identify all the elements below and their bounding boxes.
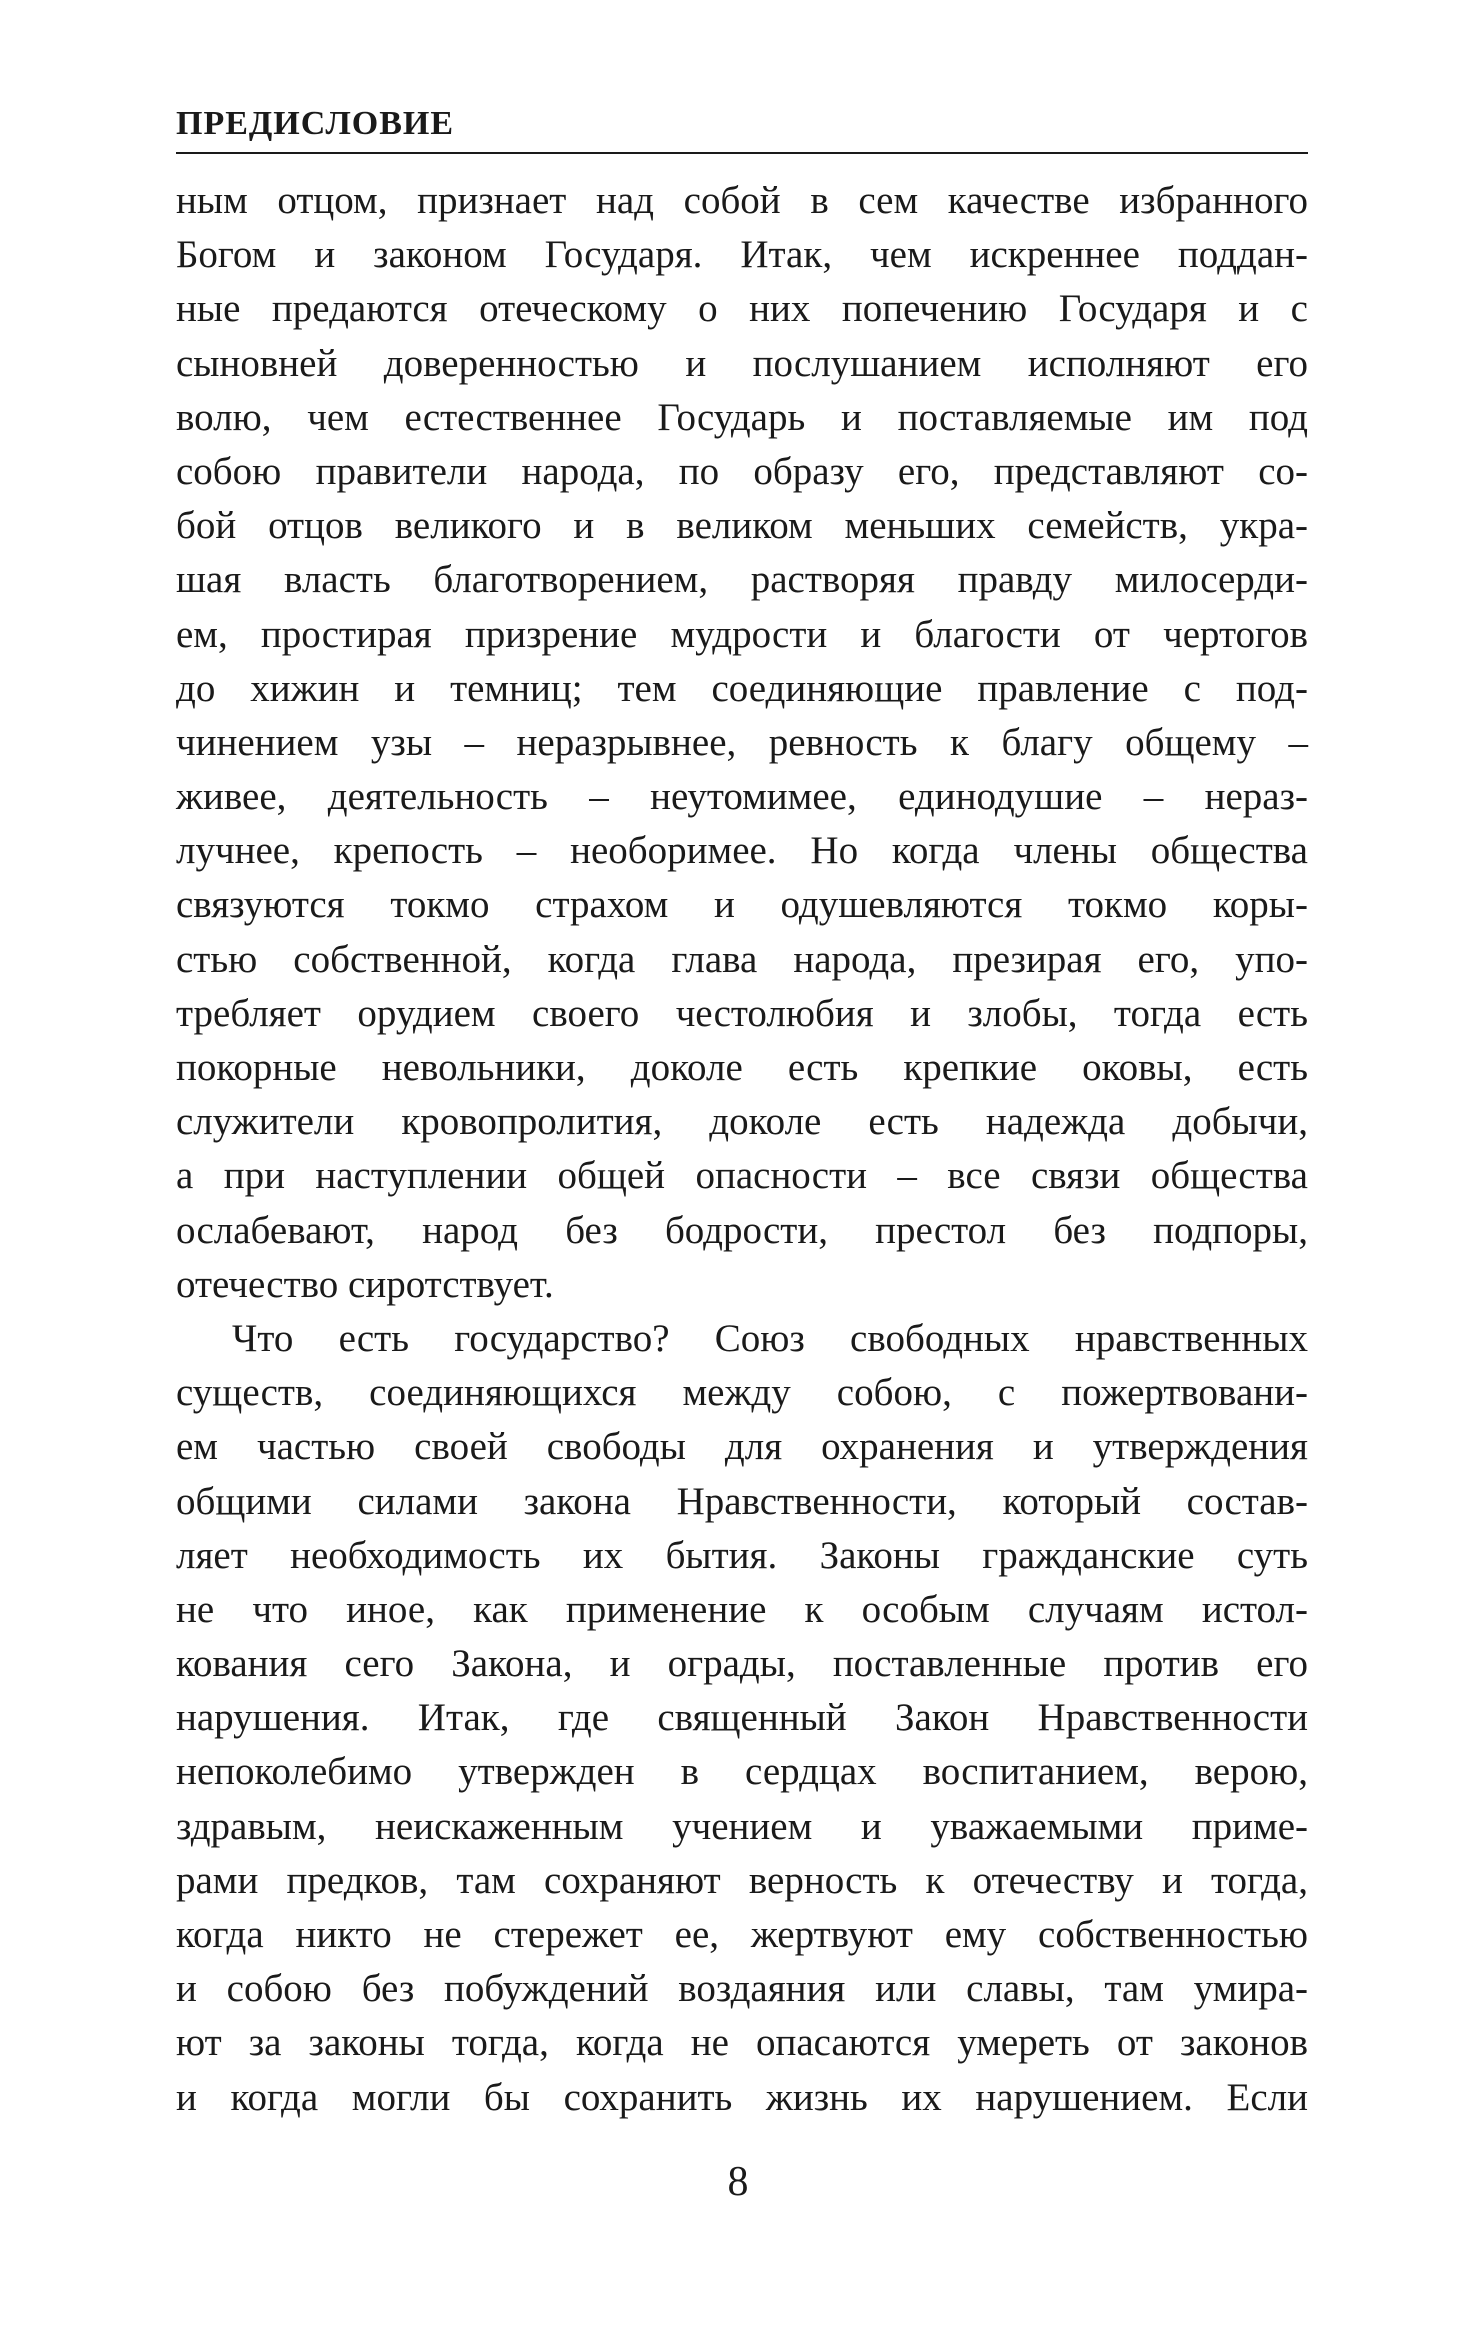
text-line: ослабевают, народ без бодрости, престол без подпоры, xyxy=(176,1208,1308,1252)
text-line: связуются токмо страхом и одушевляются токмо коры- xyxy=(176,883,1308,927)
text-line: и собою без побуждений воздаяния или славы, там умира- xyxy=(176,1967,1308,2011)
text-line: лучнее, крепость – необоримее. Но когда члены общества xyxy=(176,829,1308,873)
text-line: служители кровопролития, доколе есть надежда добычи, xyxy=(176,1100,1308,1144)
text-line: бой отцов великого и в великом меньших семейств, укра- xyxy=(176,504,1308,548)
text-line: общими силами закона Нравственности, который состав- xyxy=(176,1479,1308,1523)
text-line: отечество сиротствует. xyxy=(176,1262,554,1306)
text-line: до хижин и темниц; тем соединяющие правление с под- xyxy=(176,666,1308,710)
text-line: существ, соединяющихся между собою, с пожертвовани- xyxy=(176,1371,1308,1415)
running-head: ПРЕДИСЛОВИЕ xyxy=(176,105,455,142)
body-text xyxy=(176,174,1308,2125)
text-line: ным отцом, признает над собой в сем качестве избранного xyxy=(176,179,1308,222)
page-number: 8 xyxy=(727,2159,749,2205)
text-line: ем частью своей свободы для охранения и утверждения xyxy=(176,1425,1308,1469)
text-line: а при наступлении общей опасности – все связи общества xyxy=(176,1154,1308,1198)
paragraph xyxy=(176,174,1308,1312)
text-line: не что иное, как применение к особым случаям истол- xyxy=(176,1587,1308,1631)
text-line: стью собственной, когда глава народа, презирая его, упо- xyxy=(176,937,1308,981)
text-line: нарушения. Итак, где священный Закон Нравственности xyxy=(176,1696,1308,1740)
text-line: когда никто не стережет ее, жертвуют ему собственностью xyxy=(176,1913,1308,1956)
text-line: ем, простирая призрение мудрости и благости от чертогов xyxy=(176,612,1308,656)
text-line: живее, деятельность – неутомимее, единодушие – нераз- xyxy=(176,775,1308,819)
text-line: Богом и законом Государя. Итак, чем искреннее поддан- xyxy=(176,233,1308,277)
text-line: волю, чем естественнее Государь и поставляемые им под xyxy=(176,395,1308,439)
paragraph xyxy=(176,1312,1308,2125)
text-line: покорные невольники, доколе есть крепкие оковы, есть xyxy=(176,1046,1308,1089)
text-line: ляет необходимость их бытия. Законы гражданские суть xyxy=(176,1533,1308,1577)
text-line: требляет орудием своего честолюбия и злобы, тогда есть xyxy=(176,991,1308,1035)
header-rule xyxy=(176,152,1308,154)
text-line: кования сего Закона, и ограды, поставленные против его xyxy=(176,1642,1308,1686)
text-line: здравым, неискаженным учением и уважаемыми приме- xyxy=(176,1804,1308,1848)
text-line: чинением узы – неразрывнее, ревность к благу общему – xyxy=(176,720,1308,764)
text-line: собою правители народа, по образу его, представляют со- xyxy=(176,449,1308,493)
text-line: сыновней доверенностью и послушанием исполняют его xyxy=(176,341,1308,385)
text-line: непоколебимо утвержден в сердцах воспитанием, верою, xyxy=(176,1750,1308,1794)
text-line: Что есть государство? Союз свободных нравственных xyxy=(232,1316,1308,1360)
text-line: рами предков, там сохраняют верность к отечеству и тогда, xyxy=(176,1858,1308,1902)
text-line: шая власть благотворением, растворяя правду милосерди- xyxy=(176,558,1308,602)
text-line: и когда могли бы сохранить жизнь их нарушением. Если xyxy=(176,2075,1308,2119)
text-line: ные предаются отеческому о них попечению Государя и с xyxy=(176,287,1308,331)
text-line: ют за законы тогда, когда не опасаются умереть от законов xyxy=(176,2021,1308,2065)
